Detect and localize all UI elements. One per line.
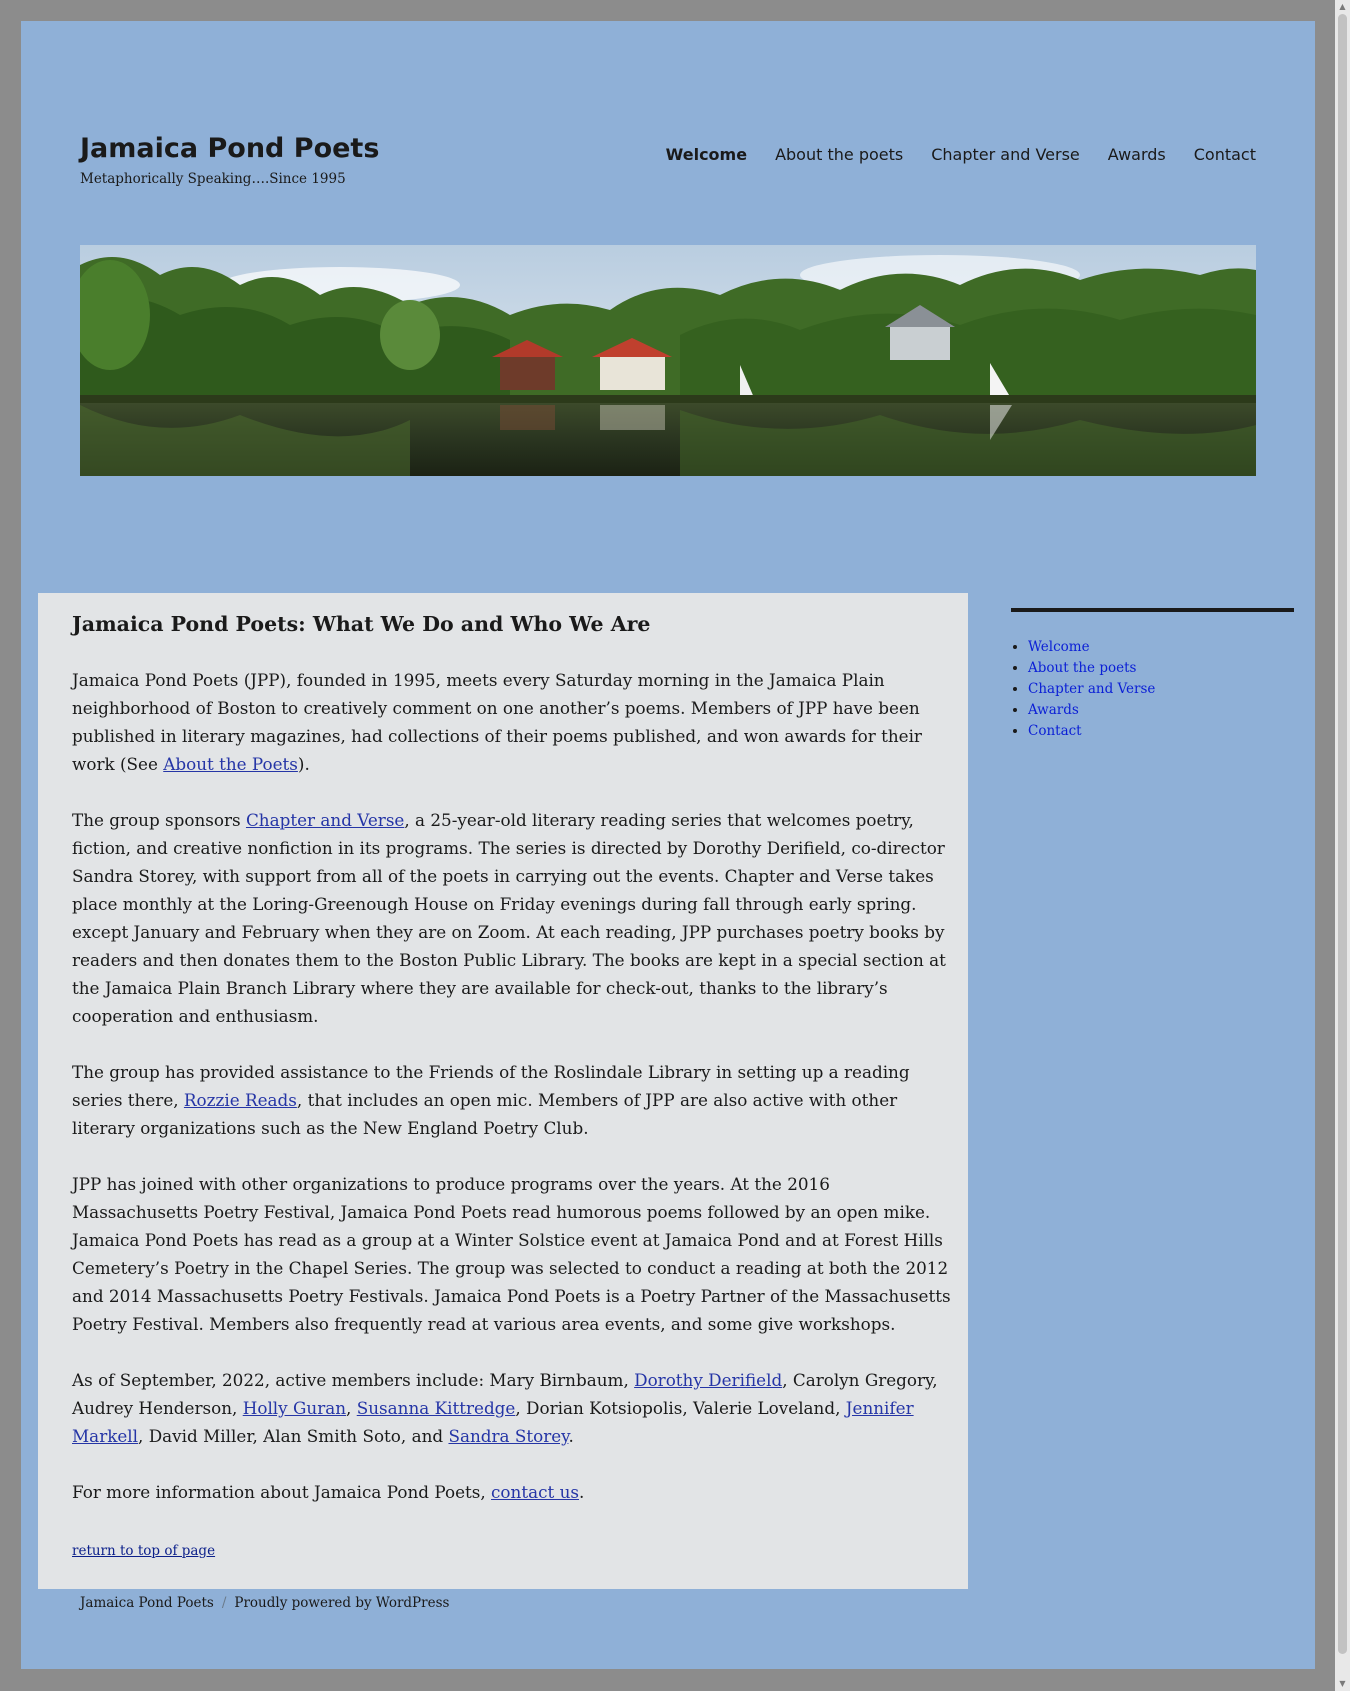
sidebar-item-label[interactable]: Awards [1028,702,1079,718]
paragraph-text: . [579,1481,585,1502]
paragraph-text: ). [297,753,310,774]
scrollbar-thumb[interactable] [1338,14,1347,1654]
main-navigation [666,145,1256,164]
paragraph-text: Jamaica Pond Poets (JPP), founded in 1995, meets every Saturday morning in the Jamaica Plain neighborhood of Boston to creatively comment on one another’s poems. Members of JPP have been published in literary magazines, had collections of their poems published, and won awards for their work (See [72,669,922,774]
paragraph-text: The group has provided assistance to the Friends of the Roslindale Library in setting up a reading series there, [72,1061,910,1110]
return-to-top-link[interactable]: return to top of page [72,1543,216,1559]
sidebar-item-chapter-and-verse[interactable] [1028,679,1294,700]
sidebar-item-label[interactable]: Welcome [1028,639,1090,655]
article-title: Jamaica Pond Poets: What We Do and Who We Are [72,612,651,636]
site-tagline: Metaphorically Speaking….Since 1995 [80,171,346,187]
paragraph-intro [72,666,954,778]
paragraph-members [72,1366,954,1450]
member-link-jennifer-markell[interactable]: Jennifer Markell [72,1397,914,1446]
chapter-and-verse-link[interactable]: Chapter and Verse [245,809,405,830]
sidebar-item-label[interactable]: About the poets [1028,660,1137,676]
sidebar-item-about-the-poets[interactable] [1028,658,1294,679]
footer-site-name[interactable]: Jamaica Pond Poets [80,1595,214,1611]
footer-separator: / [221,1595,227,1611]
sidebar-item-contact[interactable] [1028,721,1294,742]
member-link-sandra-storey[interactable]: Sandra Storey [448,1425,569,1446]
paragraph-rozzie-reads [72,1058,954,1142]
about-the-poets-link[interactable]: About the Poets [163,753,298,774]
paragraph-text: The group sponsors [72,809,246,830]
paragraph-programs: JPP has joined with other organizations to produce programs over the years. At the 2016 Massachusetts Poetry Festival, Jamaica Pond Poets read humorous poems followed by an open mike. Jamaica Pond Poets has read as a group at a Winter Solstice event at Jamaica Pond and at Forest Hills Cemetery’s Poetry in the Chapel Series. The group was selected to conduct a reading at both the 2012 and 2014 Massachusetts Poetry Festivals. Jamaica Pond Poets is a Poetry Partner of the Massachusetts Poetry Festival. Members also frequently read at various area events, and some give workshops. [72,1173,951,1334]
nav-item-welcome[interactable]: Welcome [665,145,748,164]
paragraph-chapter-and-verse [72,806,954,1030]
paragraph-text: , Carolyn Gregory, Audrey Henderson, [72,1369,938,1418]
sidebar-divider [1011,608,1294,612]
footer-powered-by-link[interactable]: Proudly powered by WordPress [234,1595,450,1611]
vertical-scrollbar[interactable] [1335,0,1350,1691]
site-footer [80,1595,449,1611]
pond-landscape-image [80,245,1256,476]
member-link-holly-guran[interactable]: Holly Guran [242,1397,347,1418]
sidebar-item-awards[interactable] [1028,700,1294,721]
nav-item-contact[interactable]: Contact [1193,145,1256,164]
sidebar-item-label[interactable]: Chapter and Verse [1028,681,1156,697]
nav-item-chapter-and-verse[interactable]: Chapter and Verse [931,145,1080,164]
nav-item-awards[interactable]: Awards [1107,145,1166,164]
article-body [72,666,954,1506]
nav-item-about-the-poets[interactable]: About the poets [775,145,904,164]
sidebar-menu [1011,637,1294,742]
paragraph-text: , [346,1397,357,1418]
paragraph-text: As of September, 2022, active members include: Mary Birnbaum, [72,1369,635,1390]
scroll-down-arrow-icon[interactable]: ▼ [1339,1679,1346,1688]
member-link-dorothy-derifield[interactable]: Dorothy Derifield [634,1369,783,1390]
scroll-up-arrow-icon[interactable]: ▲ [1339,2,1346,11]
contact-us-link[interactable]: contact us [491,1481,579,1502]
sidebar-item-welcome[interactable] [1028,637,1294,658]
paragraph-text: , Dorian Kotsiopolis, Valerie Loveland, [515,1397,846,1418]
header-image [80,245,1256,476]
paragraph-text: , David Miller, Alan Smith Soto, and [138,1425,449,1446]
paragraph-text: , a 25-year-old literary reading series that welcomes poetry, fiction, and creative nonfiction in its programs. The series is directed by Dorothy Derifield, co-director Sandra Storey, with support from all of the poets in carrying out the events. Chapter and Verse takes place monthly at the Loring-Greenough House on Friday evenings during fall through early spring. except January and February when they are on Zoom. At each reading, JPP purchases poetry books by readers and then donates them to the Boston Public Library. The books are kept in a special section at the Jamaica Plain Branch Library where they are available for check-out, thanks to the library’s cooperation and enthusiasm. [72,809,946,1026]
paragraph-text: . [568,1425,574,1446]
member-link-susanna-kittredge[interactable]: Susanna Kittredge [356,1397,516,1418]
paragraph-text: , that includes an open mic. Members of JPP are also active with other literary organizations such as the New England Poetry Club. [72,1089,898,1138]
rozzie-reads-link[interactable]: Rozzie Reads [183,1089,297,1110]
main-content-article [38,593,968,1589]
site-container [21,21,1315,1669]
sidebar [1011,608,1294,742]
paragraph-text: For more information about Jamaica Pond Poets, [72,1481,492,1502]
site-title[interactable]: Jamaica Pond Poets [80,133,380,164]
sidebar-item-label[interactable]: Contact [1028,723,1082,739]
paragraph-contact [72,1478,954,1506]
